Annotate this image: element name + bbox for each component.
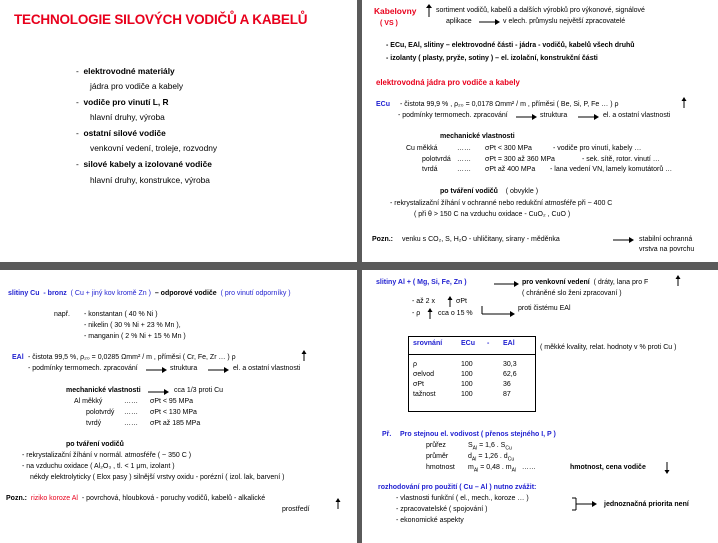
pozn-right: stabilní ochranná <box>639 236 693 243</box>
roz-item: - ekonomické aspekty <box>396 517 464 524</box>
mech-cell: σPt < 300 MPa <box>485 145 532 152</box>
arrow-up-icon <box>426 308 434 320</box>
pr-cell: $d_{Al} = 1,26$ . $d_{Cu}$ <box>468 453 515 463</box>
az-sigma: σPt <box>456 298 467 305</box>
arrow-right-icon <box>578 113 600 121</box>
napr-label: např. <box>54 311 70 318</box>
mech-cell: …… <box>457 145 471 152</box>
mech-cell: tvrdá <box>422 166 438 173</box>
arrow-up-icon <box>334 498 342 510</box>
arrow-right-icon <box>148 388 170 396</box>
roz-heading: rozhodování pro použití ( Cu – Al ) nutno zvážit: <box>378 484 537 491</box>
pozn-line: Pozn.: riziko koroze Al - povrchová, hloubková - poruchy vodičů, kabelů - alkalické <box>6 495 266 502</box>
arrow-right-icon <box>208 366 230 374</box>
table-header: EAl <box>503 340 515 347</box>
pozn-label: Pozn.: <box>372 236 393 243</box>
slide-kabelovny <box>362 0 718 262</box>
arrow-right-icon <box>516 113 538 121</box>
mech-heading: mechanické vlastnosti <box>66 387 141 394</box>
mech-cell: …… <box>124 420 138 427</box>
tvar-line: ( při θ > 150 C na vzduchu oxidace - CuO₂ , CuO ) <box>414 211 571 218</box>
list-item: - ostatní silové vodiče <box>76 128 166 138</box>
tvar-line: nékdy elektrolyticky ( Elox pasy ) silnější vrstvy oxidu - porézní ( izol. lak, barvení ) <box>30 474 285 481</box>
tvar-heading: po tváření vodičů ( obvykle ) <box>440 188 539 195</box>
mech-cell: - vodiče pro vinutí, kabely … <box>553 145 642 152</box>
material-line: - ECu, EAl, slitiny – elektrovodné části - jádra - vodičů, kabelů všech druhů <box>386 42 635 49</box>
mech-cell: σPt až 400 MPa <box>485 166 536 173</box>
table-cell: ρ <box>413 361 417 368</box>
arrow-up-icon <box>680 97 688 109</box>
arrow-up-icon <box>446 296 454 308</box>
slitiny-al-note: ( chráněné slo ženi zpracovaní ) <box>522 290 622 297</box>
tvar-line: - rekrystalizační žíhání v ochranné nebo redukční atmosféře při ~ 400 C <box>390 200 613 207</box>
table-cell: 100 <box>461 381 473 388</box>
mech-cell: Al měkký <box>74 398 103 405</box>
ecu-label: ECu <box>376 101 390 108</box>
arrow-right-icon <box>146 366 168 374</box>
eal-line2-struktura: struktura <box>170 365 198 372</box>
pozn-line: prostředí <box>282 506 310 513</box>
arrow-right-icon <box>494 280 520 288</box>
table-note: ( měkké kvality, relat. hodnoty v % proti Cu ) <box>540 344 677 351</box>
table-cell: 62,6 <box>503 371 517 378</box>
slide-title <box>0 0 357 262</box>
az-line: - až 2 x <box>412 298 435 305</box>
table-cell: 100 <box>461 371 473 378</box>
list-item-sub: hlavní druhy, výroba <box>90 112 165 122</box>
eal-line2: - podmínky termomech. zpracování <box>28 365 138 372</box>
pr-right: hmotnost, cena vodiče <box>570 464 646 471</box>
eal-line2-vlastnosti: el. a ostatní vlastnosti <box>233 365 301 372</box>
slide-slitiny-al <box>362 270 718 543</box>
mech-cell: Cu měkká <box>406 145 438 152</box>
mech-note: cca 1/3 proti Cu <box>174 387 224 394</box>
mech-cell: …… <box>124 398 138 405</box>
ecu-line: - čistota 99,9 % , ρ₂₀ = 0,0178 Ωmm² / m , příměsi ( Be, Si, P, Fe … ) ρ <box>400 101 619 108</box>
pr-label: Př. <box>382 431 392 438</box>
alloy-item: - manganin ( 2 % Ni + 15 % Mn ) <box>84 333 186 340</box>
mech-cell: - sek. sítě, rotor. vinutí … <box>582 156 660 163</box>
arrow-right-icon <box>482 306 516 320</box>
pozn-right: vrstva na povrchu <box>639 246 695 253</box>
mech-cell: - lana vedení VN, lamely komutátorů … <box>550 166 673 173</box>
list-item: - silové kabely a izolované vodiče <box>76 159 212 169</box>
mech-cell: …… <box>124 409 138 416</box>
kabelovny-text: aplikace <box>446 18 472 25</box>
ecu-line2: - podmínky termomech. zpracování <box>398 112 508 119</box>
alloy-item: - konstantan ( 40 % Ni ) <box>84 311 158 318</box>
pr-cell: průřez <box>426 442 446 449</box>
bracket-arrow-icon <box>572 498 600 512</box>
pr-cell: průměr <box>426 453 449 460</box>
proti-text: proti čistému EAl <box>518 305 571 312</box>
pr-cell: $S_{Al} = 1,6$ . $S_{Cu}$ <box>468 442 512 452</box>
table-cell: 87 <box>503 391 511 398</box>
pozn-text: venku s CO₂, S, H₂O - uhličitany, sírany - měděnka <box>402 236 560 243</box>
mech-cell: σPt až 185 MPa <box>150 420 201 427</box>
kabelovny-text: sortiment vodičů, kabelů a dalších výrobků pro výkonové, signálové <box>436 7 645 14</box>
comparison-table <box>408 336 536 412</box>
table-cell: tažnost <box>413 391 436 398</box>
ecu-line2-struktura: struktura <box>540 112 568 119</box>
table-cell: 36 <box>503 381 511 388</box>
table-cell: 100 <box>461 391 473 398</box>
slide-slitiny-cu <box>0 270 357 543</box>
table-divider <box>409 354 535 355</box>
table-cell: 30,3 <box>503 361 517 368</box>
arrow-right-icon <box>613 236 635 244</box>
tvar-line: - rekrystalizační žíhání v normál. atmosféře ( ~ 350 C ) <box>22 452 192 459</box>
ecu-line2-vlastnosti: el. a ostatní vlastnosti <box>603 112 671 119</box>
arrow-up-icon <box>674 275 682 287</box>
kabelovny-title: Kabelovny <box>374 6 417 16</box>
material-line: - izolanty ( plasty, pryže, sotiny ) – el. izolační, konstrukční části <box>386 55 598 62</box>
mech-heading: mechanické vlastnosti <box>440 133 515 140</box>
pr-text: Pro stejnou el. vodivost ( přenos stejného I, P ) <box>400 431 556 438</box>
roz-right: jednoznačná priorita není <box>604 501 689 508</box>
list-item: - vodiče pro vinutí L, R <box>76 97 169 107</box>
section-heading: elektrovodná jádra pro vodiče a kabely <box>376 78 520 87</box>
kabelovny-vs: ( VS ) <box>380 20 398 27</box>
table-cell: σPt <box>413 381 424 388</box>
tvar-line: - na vzduchu oxidace ( Al₂O₃ , tl. < 1 μm, izolant ) <box>22 463 175 470</box>
mech-cell: polotvrdá <box>422 156 451 163</box>
rho-rest: cca o 15 % <box>438 310 473 317</box>
page-title: TECHNOLOGIE SILOVÝCH VODIČŮ A KABELŮ <box>14 12 308 27</box>
eal-label: EAl <box>12 354 24 361</box>
list-item-sub: venkovní vedení, troleje, rozvodny <box>90 143 218 153</box>
mech-cell: …… <box>457 156 471 163</box>
pr-cell: $m_{Al} = 0,48$ . $m_{Al}$ …… <box>468 464 536 474</box>
table-cell: 100 <box>461 361 473 368</box>
table-header: - <box>487 340 490 347</box>
kabelovny-text: v elech. průmyslu největší zpracovatelé <box>503 18 626 25</box>
mech-cell: σPt < 95 MPa <box>150 398 194 405</box>
arrow-right-icon <box>479 18 501 26</box>
mech-cell: σPt < 130 MPa <box>150 409 197 416</box>
mech-cell: …… <box>457 166 471 173</box>
tvar-heading: po tváření vodičů <box>66 441 124 448</box>
list-item-sub: hlavní druhy, konstrukce, výroba <box>90 175 210 185</box>
table-header: srovnání <box>413 340 443 347</box>
mech-cell: σPt = 300 až 360 MPa <box>485 156 555 163</box>
roz-item: - zpracovatelské ( spojování ) <box>396 506 488 513</box>
arrow-up-icon <box>424 4 434 18</box>
slitiny-al-heading: slitiny Al + ( Mg, Si, Fe, Zn ) <box>376 279 467 286</box>
rho-line: - ρ <box>412 310 421 317</box>
mech-cell: polotvrdý <box>86 409 115 416</box>
pr-cell: hmotnost <box>426 464 455 471</box>
roz-item: - vlastnosti funkční ( el., mech., koroze … ) <box>396 495 529 502</box>
list-item: - elektrovodné materiály <box>76 66 175 76</box>
arrow-up-icon <box>300 350 308 362</box>
table-cell: σelvod <box>413 371 435 378</box>
table-header: ECu <box>461 340 475 347</box>
slitiny-cu-heading: slitiny Cu - bronz ( Cu + jiný kov kromě Zn ) – odporové vodiče ( pro vinutí odporníky ) <box>8 290 291 297</box>
list-item-sub: jádra pro vodiče a kabely <box>90 81 184 91</box>
alloy-item: - nikelin ( 30 % Ni + 23 % Mn ), <box>84 322 181 329</box>
mech-cell: tvrdý <box>86 420 102 427</box>
arrow-down-icon <box>663 462 671 474</box>
eal-line: - čistota 99,5 %, ρ₂₀ = 0,0285 Ωmm² / m , příměsi ( Cr, Fe, Zr … ) ρ <box>28 354 236 361</box>
slitiny-al-heading-text: pro venkovní vedení ( dráty, lana pro F <box>522 279 649 286</box>
horizontal-separator <box>0 262 718 270</box>
